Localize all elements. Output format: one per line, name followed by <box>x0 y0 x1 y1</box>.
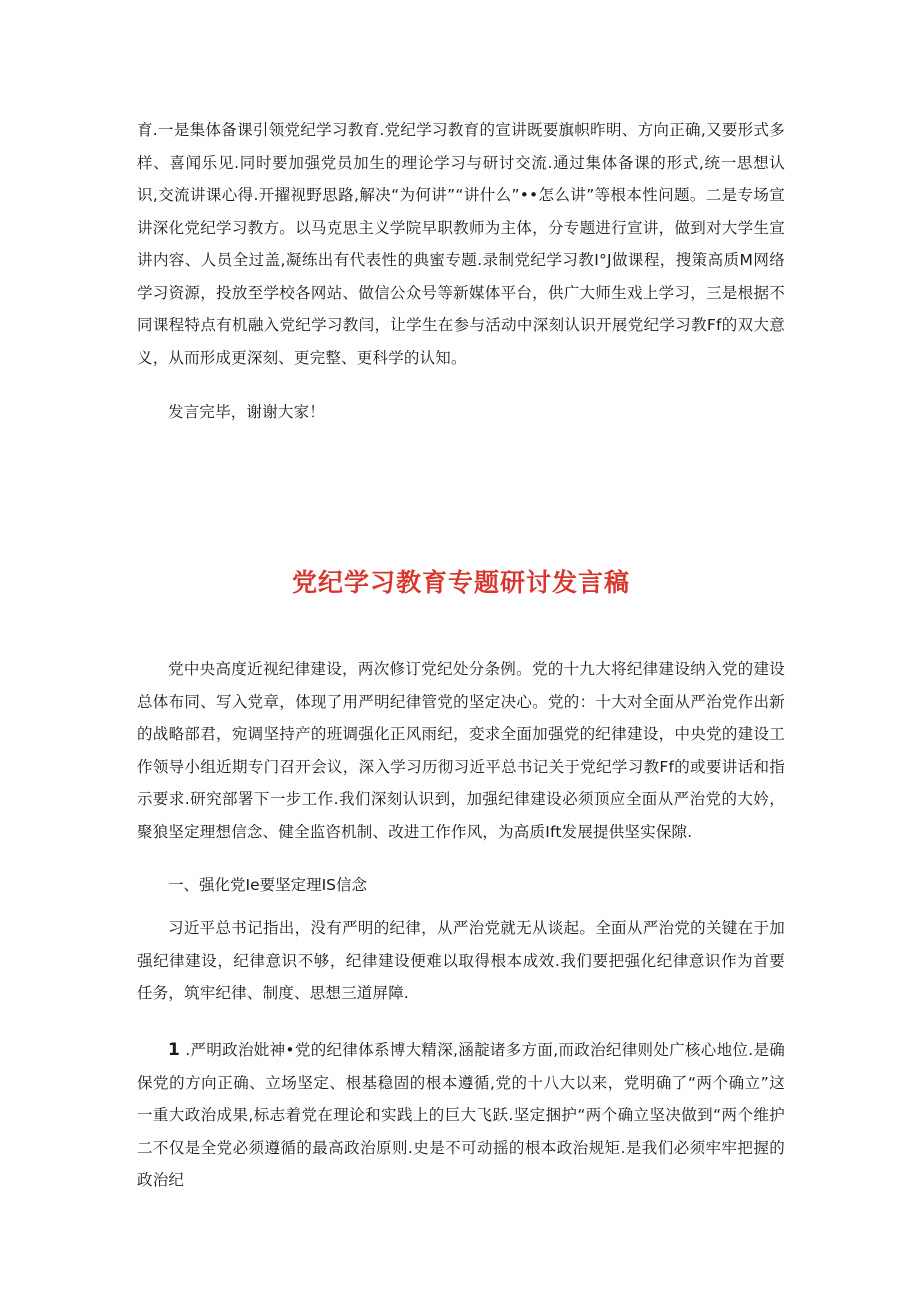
section-paragraph: 习近平总书记指出，没有严明的纪律，从严治党就无从谈起。全面从严治党的关键在于加强纪律建设，纪律意识不够，纪律建设便难以取得根本成效.我们要把强化纪律意识作为首要任务，筑牢纪律、制度、思想三道屏障. <box>137 919 785 1002</box>
section-heading: 一、强化党Ie要坚定理IS信念 <box>168 876 368 894</box>
item-number: 1 <box>168 1040 181 1060</box>
continued-paragraph: 育.一是集体备课引领党纪学习教育.党纪学习教育的宣讲既要旗帜昨明、方向正确,又要形式多样、喜闻乐见.同时要加强党员加生的理论学习与研讨交流.通过集体备课的形式,统一思想认识,交流讲课心得.开擢视野思路,解决“为何讲”“讲什么”••怎么讲”等根本性问题。二是专场宣讲深化党纪学习教方。以马克思主义学院早职教师为主体，分专题进行宣讲，做到对大学生宣讲内容、人员全过盖,凝练出有代表性的典蜜专题.录制党纪学习教I°J做课程，搜策高质M网络学习资源，投放至学校各网站、做信公众号等新媒体平台，供广大师生戏上学习，三是根据不同课程特点有机融入党纪学习教闫，让学生在参与活动中深刻认识开展党纪学习教Ff的双大意义，从而形成更深刻、更完整、更科学的认知。 <box>137 121 785 367</box>
item-text: .严明政治妣神•党的纪律体系博大精深,涵靛诸多方面,而政治纪律则处广核心地位.是确保党的方向正确、立场坚定、根基稳固的根本遵循,党的十八大以来，党明确了“两个确立”这一重大政治成果,标志着党在理论和实践上的巨大飞跃.坚定捆护“两个确立坚决做到“两个维护二不仅是全党必须遵循的最高政治原则.史是不可动摇的根本政治规矩.是我们必须牢牢把握的政治纪 <box>137 1041 785 1189</box>
numbered-item <box>137 1034 785 1197</box>
intro-paragraph: 党中央高度近视纪律建设，两次修订党纪处分条例。党的十九大将纪律建设纳入党的建设总体布同、写入党章，体现了用严明纪律管党的坚定决心。党的：十大对全面从严治党作出新的战略部君，宛调坚持产的班调强化正风雨纪，変求全面加强党的纪律建设，中央党的建设工作领导小组近期专门召开会议，深入学习历彻习近平总书记关于党纪学习教Ff的或要讲话和指示要求.研究部署下一步工作.我们深刻认识到，加强纪律建设必须顶应全面从严治党的大妗，聚狼坚定理想信念、健全监咨机制、改进工作作风，为高质Ift发展提供坚实保隙. <box>137 660 785 841</box>
document-title: 党纪学习教育专题研讨发言稿 <box>291 568 630 597</box>
closing-remark: 发言完毕，谢谢大家！ <box>168 403 326 421</box>
